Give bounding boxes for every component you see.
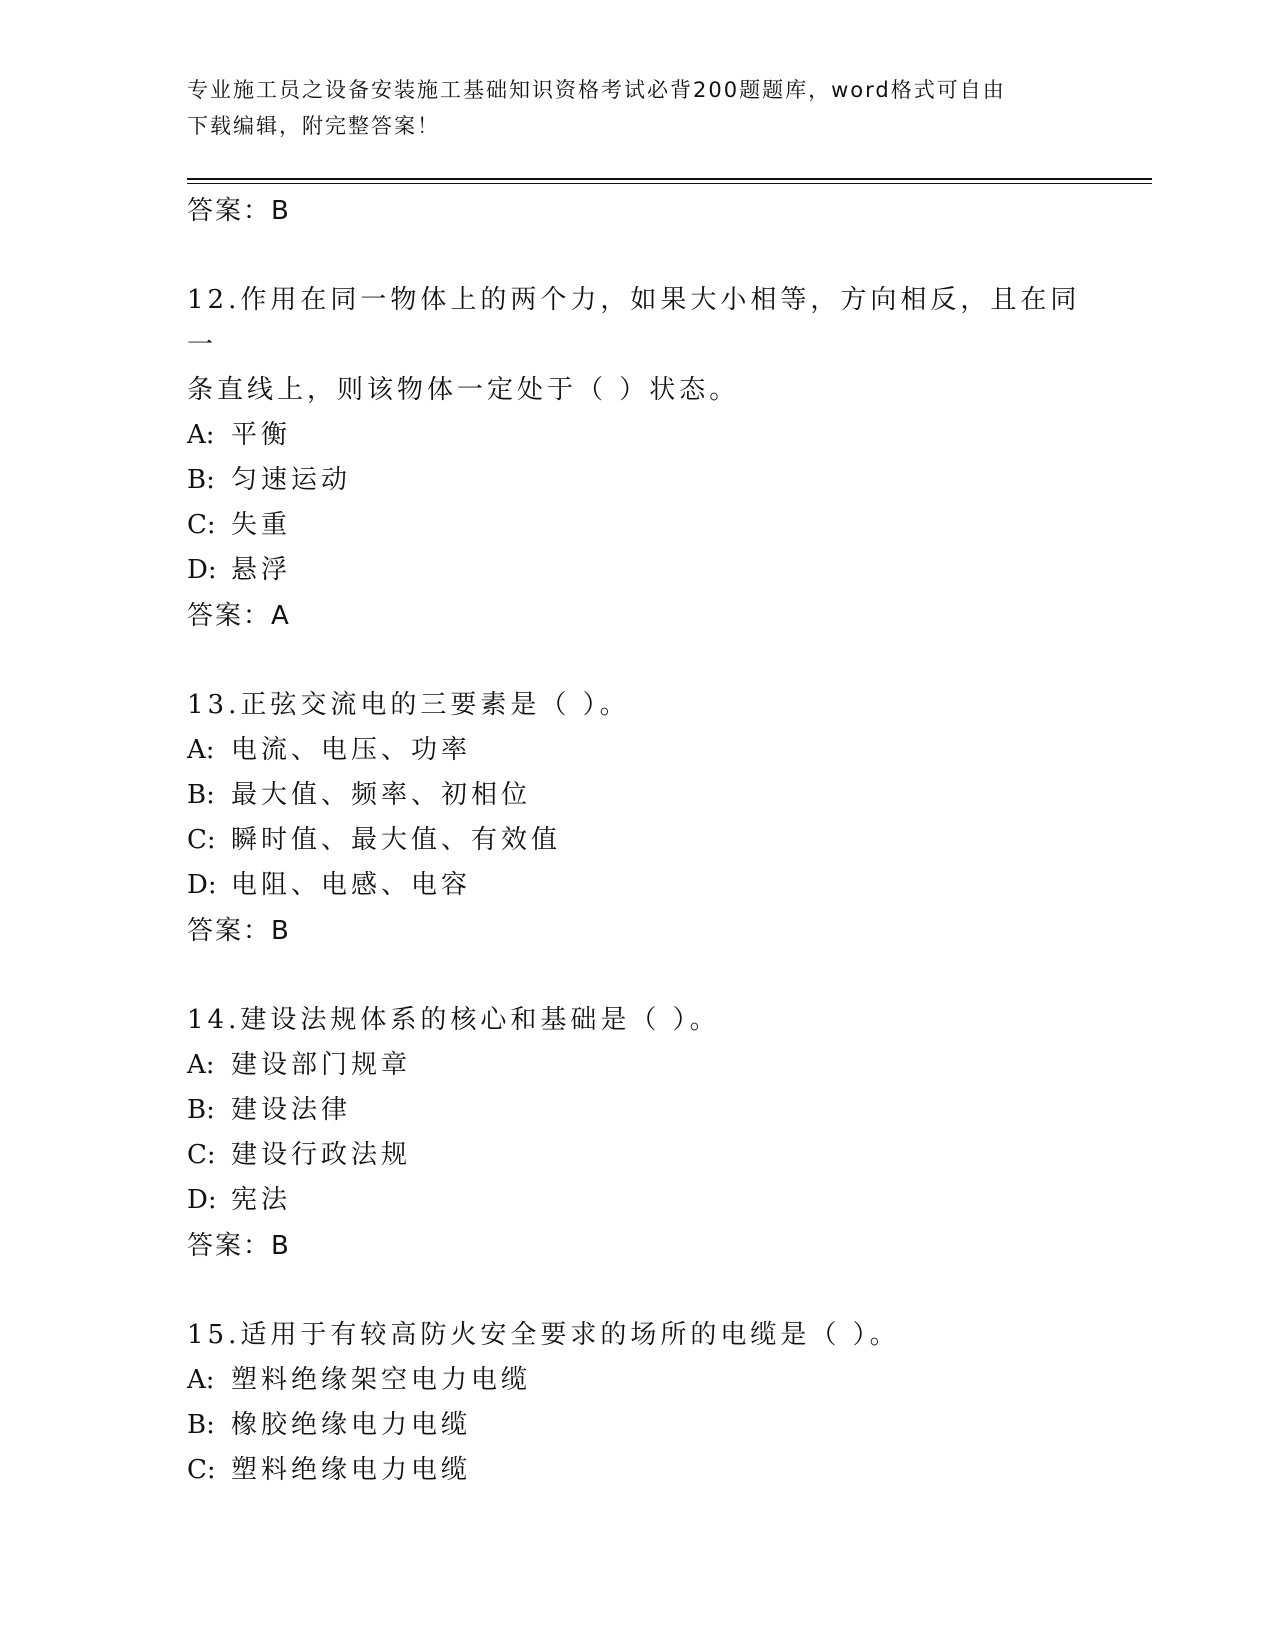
answer-value: B: [271, 1231, 291, 1261]
option-text: 电流、电压、功率: [231, 735, 472, 765]
option-a: [187, 1043, 1087, 1088]
option-letter: D:: [187, 870, 217, 900]
option-text: 悬浮: [231, 555, 292, 585]
option-d: [187, 548, 1087, 593]
question-text: [187, 683, 1087, 728]
question-12: [187, 278, 1087, 639]
question-text: [187, 998, 1087, 1043]
answer-line: [187, 593, 1087, 639]
document-header: [187, 72, 1087, 144]
option-letter: B:: [187, 465, 215, 495]
option-text: 最大值、频率、初相位: [231, 780, 532, 810]
question-text-line: 12.作用在同一物体上的两个力，如果大小相等，方向相反，且在同一: [187, 285, 1081, 360]
option-text: 宪法: [231, 1185, 292, 1215]
option-c: [187, 503, 1087, 548]
option-text: 建设行政法规: [231, 1140, 412, 1170]
option-b: [187, 1403, 1087, 1448]
question-text-line: 13.正弦交流电的三要素是（ ）。: [187, 690, 630, 720]
option-b: [187, 458, 1087, 503]
document-body: [187, 188, 1087, 1493]
option-text: 建设法律: [231, 1095, 352, 1125]
header-line-1: 专业施工员之设备安装施工基础知识资格考试必背200题题库，word格式可自由: [187, 78, 1006, 102]
option-letter: A:: [187, 1050, 215, 1080]
question-13: [187, 683, 1087, 954]
answer-value: B: [271, 196, 291, 226]
option-letter: B:: [187, 1095, 215, 1125]
answer-value: B: [271, 916, 291, 946]
answer-label: 答案：: [187, 196, 272, 226]
option-letter: B:: [187, 1410, 215, 1440]
option-a: [187, 1358, 1087, 1403]
option-b: [187, 1088, 1087, 1133]
question-14: [187, 998, 1087, 1269]
question-text-line: 条直线上，则该物体一定处于（ ）状态。: [187, 375, 740, 405]
option-letter: C:: [187, 1140, 216, 1170]
answer-line: [187, 908, 1087, 954]
option-b: [187, 773, 1087, 818]
option-letter: C:: [187, 510, 216, 540]
option-text: 匀速运动: [231, 465, 352, 495]
question-15: [187, 1313, 1087, 1493]
option-text: 瞬时值、最大值、有效值: [231, 825, 562, 855]
answer-label: 答案：: [187, 1231, 272, 1261]
option-a: [187, 728, 1087, 773]
answer-line-11: [187, 188, 1087, 234]
option-text: 建设部门规章: [231, 1050, 412, 1080]
header-divider-thick: [187, 178, 1152, 180]
option-letter: B:: [187, 780, 215, 810]
option-text: 电阻、电感、电容: [231, 870, 472, 900]
answer-value: A: [271, 601, 291, 631]
option-text: 塑料绝缘架空电力电缆: [231, 1365, 532, 1395]
option-text: 塑料绝缘电力电缆: [231, 1455, 472, 1485]
option-a: [187, 413, 1087, 458]
option-text: 橡胶绝缘电力电缆: [231, 1410, 472, 1440]
question-text: [187, 278, 1087, 413]
option-d: [187, 863, 1087, 908]
answer-line: [187, 1223, 1087, 1269]
question-text: [187, 1313, 1087, 1358]
option-letter: A:: [187, 735, 215, 765]
option-letter: C:: [187, 1455, 216, 1485]
answer-label: 答案：: [187, 601, 272, 631]
option-letter: D:: [187, 555, 217, 585]
header-line-2: 下载编辑，附完整答案！: [187, 114, 440, 138]
header-divider-thin: [187, 183, 1152, 184]
question-text-line: 15.适用于有较高防火安全要求的场所的电缆是（ ）。: [187, 1320, 900, 1350]
answer-label: 答案：: [187, 916, 272, 946]
option-c: [187, 818, 1087, 863]
option-c: [187, 1133, 1087, 1178]
option-text: 失重: [231, 510, 292, 540]
option-d: [187, 1178, 1087, 1223]
option-text: 平衡: [231, 420, 292, 450]
option-letter: D:: [187, 1185, 217, 1215]
question-text-line: 14.建设法规体系的核心和基础是（ ）。: [187, 1005, 720, 1035]
option-letter: A:: [187, 1365, 215, 1395]
option-c: [187, 1448, 1087, 1493]
option-letter: C:: [187, 825, 216, 855]
option-letter: A:: [187, 420, 215, 450]
